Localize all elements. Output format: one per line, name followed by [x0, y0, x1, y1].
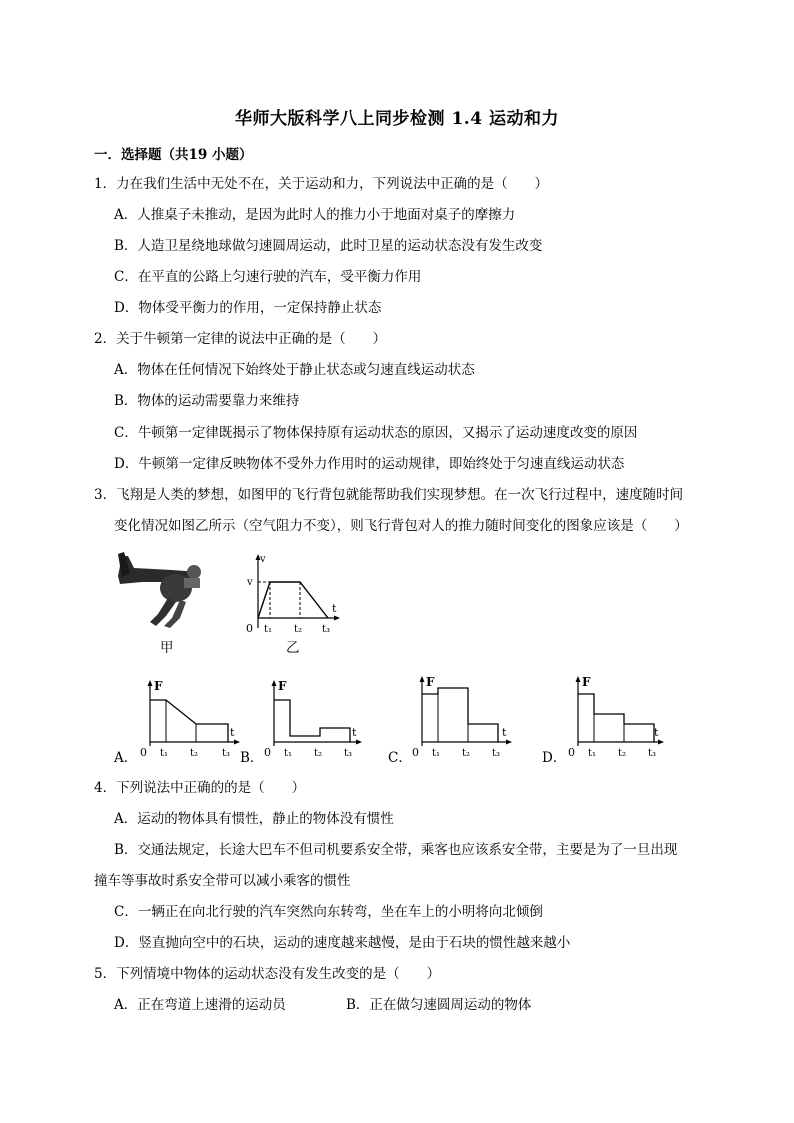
- vt-curve: [258, 582, 328, 618]
- b-curve: [274, 700, 350, 742]
- c-label-origin: 0: [412, 746, 419, 759]
- flyer-helmet: [187, 565, 201, 579]
- option-d-force-graph[interactable]: [564, 672, 668, 762]
- a-label-t3: t₃: [222, 748, 231, 759]
- question-4-option-a[interactable]: A．运动的物体具有惯性，静止的物体没有惯性: [114, 811, 394, 827]
- question-2-option-c[interactable]: C．牛顿第一定律既揭示了物体保持原有运动状态的原因，又揭示了运动速度改变的原因: [114, 425, 638, 441]
- question-1-option-b[interactable]: B．人造卫星绕地球做匀速圆周运动，此时卫星的运动状态没有发生改变: [114, 238, 543, 254]
- b-label-t1: t₁: [284, 748, 293, 759]
- question-3-option-c[interactable]: C．: [388, 750, 412, 766]
- question-2-option-b[interactable]: B．物体的运动需要靠力来维持: [114, 393, 300, 409]
- vt-label-origin: 0: [246, 622, 253, 635]
- question-4-option-b-continued: 撞车等事故时系安全带可以减小乘客的惯性: [94, 873, 351, 889]
- c-label-t3: t₃: [492, 748, 501, 759]
- vt-label-t2: t₂: [294, 624, 303, 635]
- c-label-t2: t₂: [462, 748, 471, 759]
- c-label-t1: t₁: [432, 748, 441, 759]
- c-label-f: F: [426, 675, 435, 689]
- b-label-f: F: [278, 679, 287, 693]
- b-label-t2: t₂: [314, 748, 323, 759]
- d-label-t1: t₁: [588, 748, 597, 759]
- a-label-t: t: [230, 726, 235, 739]
- jetpack-flyer-figure: [112, 548, 222, 630]
- b-label-t3: t₃: [344, 748, 353, 759]
- question-4-option-c[interactable]: C．一辆正在向北行驶的汽车突然向东转弯，坐在车上的小明将向北倾倒: [114, 904, 543, 920]
- b-label-t: t: [352, 726, 357, 739]
- question-3-stem-line-2: 变化情况如图乙所示（空气阻力不变），则飞行背包对人的推力随时间变化的图象应该是（ ）: [114, 518, 688, 534]
- option-a-force-graph[interactable]: [134, 676, 244, 762]
- question-3-option-b[interactable]: B．: [240, 750, 264, 766]
- section-heading: 一．选择题（共19 小题）: [94, 147, 253, 163]
- question-3-option-d[interactable]: D．: [542, 750, 567, 766]
- vt-label-t: t: [332, 602, 337, 615]
- figure-label-yi: 乙: [286, 640, 300, 656]
- question-5-option-a[interactable]: A．正在弯道上速滑的运动员: [114, 997, 286, 1013]
- question-4-option-d[interactable]: D．竖直抛向空中的石块，运动的速度越来越慢，是由于石块的惯性越来越小: [114, 935, 571, 951]
- b-label-origin: 0: [264, 746, 271, 759]
- vt-label-v-axis: v: [260, 554, 266, 565]
- vt-label-v: v: [247, 577, 253, 588]
- b-y-arrow: [272, 680, 277, 686]
- question-5-stem: 5．下列情境中物体的运动状态没有发生改变的是（ ）: [94, 966, 441, 982]
- a-curve: [150, 700, 228, 742]
- d-curve: [578, 694, 654, 742]
- question-4-option-b[interactable]: B．交通法规定，长途大巴车不但司机要系安全带，乘客也应该系安全带，主要是为了一旦出现: [114, 842, 678, 858]
- option-c-force-graph[interactable]: [408, 672, 518, 762]
- d-label-t2: t₂: [618, 748, 627, 759]
- d-label-f: F: [582, 675, 591, 689]
- a-label-origin: 0: [140, 746, 147, 759]
- question-1-option-c[interactable]: C．在平直的公路上匀速行驶的汽车，受平衡力作用: [114, 269, 422, 285]
- a-y-arrow: [148, 680, 153, 686]
- a-label-t1: t₁: [160, 748, 169, 759]
- b-x-arrow: [356, 740, 362, 745]
- question-4-stem: 4．下列说法中正确的的是（ ）: [94, 780, 306, 796]
- c-x-arrow: [506, 740, 512, 745]
- question-2-stem: 2．关于牛顿第一定律的说法中正确的是（ ）: [94, 331, 387, 347]
- vt-label-t1: t₁: [264, 624, 273, 635]
- option-b-force-graph[interactable]: [262, 676, 366, 762]
- flyer-arm: [184, 578, 200, 588]
- c-label-t: t: [502, 726, 507, 739]
- page-title: 华师大版科学八上同步检测 1.4 运动和力: [235, 109, 559, 129]
- c-curve: [422, 688, 498, 742]
- a-label-f: F: [154, 679, 163, 693]
- d-label-t: t: [654, 726, 659, 739]
- d-y-arrow: [576, 676, 581, 682]
- question-1-stem: 1．力在我们生活中无处不在，关于运动和力，下列说法中正确的是（ ）: [94, 176, 549, 192]
- a-label-t2: t₂: [190, 748, 199, 759]
- question-1-option-d[interactable]: D．物体受平衡力的作用，一定保持静止状态: [114, 300, 382, 316]
- question-2-option-a[interactable]: A．物体在任何情况下始终处于静止状态或匀速直线运动状态: [114, 362, 475, 378]
- c-y-arrow: [420, 676, 425, 682]
- vt-label-t3: t₃: [322, 624, 331, 635]
- a-x-arrow: [234, 740, 240, 745]
- d-label-t3: t₃: [648, 748, 657, 759]
- question-2-option-d[interactable]: D．牛顿第一定律反映物体不受外力作用时的运动规律，即始终处于匀速直线运动状态: [114, 456, 625, 472]
- d-label-origin: 0: [568, 746, 575, 759]
- vt-x-arrow: [334, 616, 340, 621]
- d-x-arrow: [658, 740, 664, 745]
- question-5-option-b[interactable]: B．正在做匀速圆周运动的物体: [346, 997, 532, 1013]
- question-3-stem-line-1: 3．飞翔是人类的梦想，如图甲的飞行背包就能帮助我们实现梦想。在一次飞行过程中，速度随时间: [94, 487, 684, 503]
- velocity-time-graph: [238, 552, 348, 638]
- question-3-option-a[interactable]: A．: [114, 750, 138, 766]
- figure-label-jia: 甲: [160, 640, 174, 656]
- question-1-option-a[interactable]: A．人推桌子未推动，是因为此时人的推力小于地面对桌子的摩擦力: [114, 207, 516, 223]
